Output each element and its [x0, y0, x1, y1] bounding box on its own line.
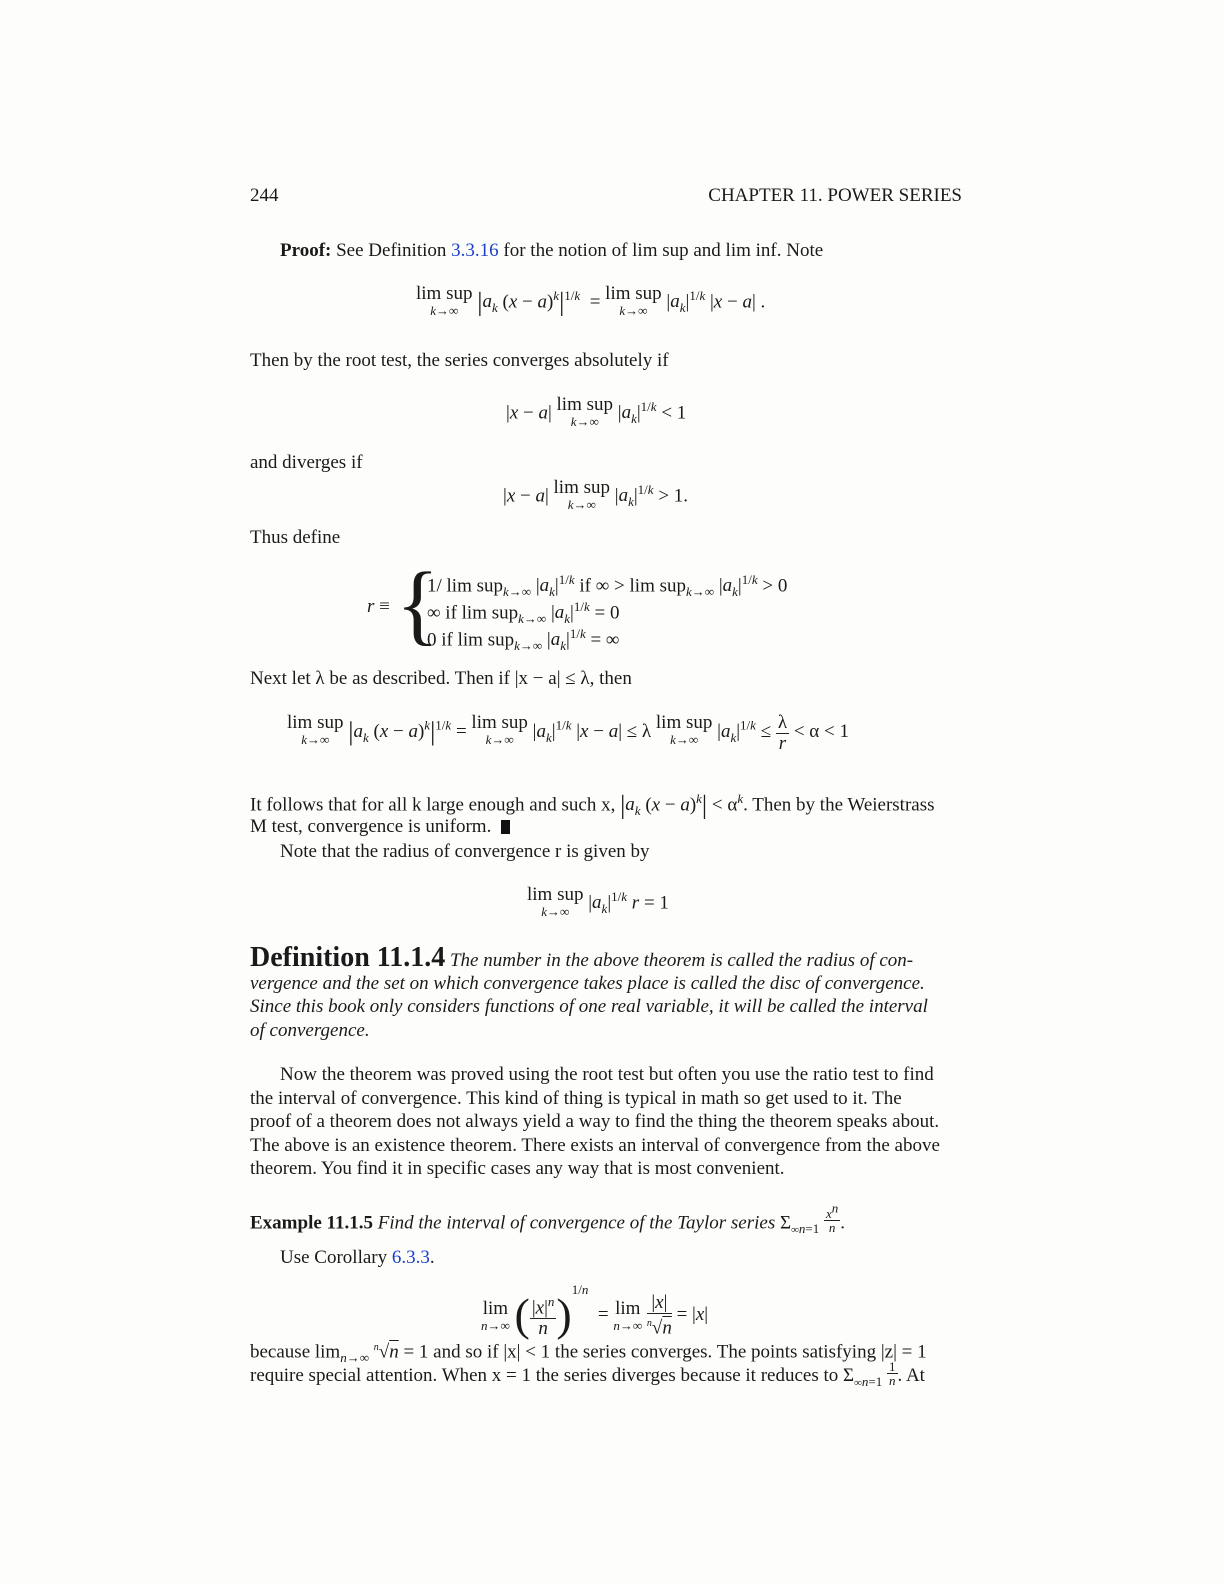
r-equiv: r ≡: [367, 596, 390, 617]
running-header: [250, 184, 962, 208]
proof-intro-text-2: for the notion of lim sup and lim inf. Note: [503, 240, 824, 261]
example-title: Example 11.1.5: [250, 1212, 373, 1234]
paragraph-line-5: theorem. You find it in specific cases any way that is most convenient.: [250, 1158, 785, 1179]
definition-line-1: Definition 11.1.4 The number in the above theorem is called the radius of con-: [250, 942, 914, 973]
corollary-link[interactable]: 6.3.3: [391, 1247, 430, 1268]
use-corollary-line: Use Corollary 6.3.3.: [280, 1247, 435, 1268]
page-number: 244: [250, 185, 279, 206]
equation-diverges: |x − a| lim sup k→∞ $|a_k|^{1/k} > 1$.: [503, 477, 689, 512]
paragraph-line-3: proof of a theorem does not always yield a way to find the thing the theorem speaks about.: [250, 1111, 940, 1132]
equation-radius: lim sup k→∞ $|a_k|^{1/k}$ r = 1: [527, 884, 669, 919]
r-case-3: 0 if lim sup$_{k\to\infty}$ $|a_k|^{1/k}$ = ∞: [427, 626, 620, 654]
example-line: Example 11.1.5 Find the interval of convergence of the Taylor series $\Sigma_{\infty n=1}$ $\frac{x^n}{n}$ .: [250, 1201, 846, 1237]
proof-intro: [280, 239, 992, 263]
it-follows-line: It follows that for all k large enough and such x, $|a_k$ $(x - a)^k| < \alpha^k$. Then by the Weierstrass: [250, 790, 935, 820]
r-case-1: 1/ lim sup$_{k\to\infty}$ $|a_k|^{1/k}$ if ∞ > lim sup$_{k\to\infty}$ $|a_k|^{1/k} > 0$: [427, 572, 788, 600]
definition-title: Definition 11.1.4: [250, 942, 446, 973]
r-case-2: ∞ if lim sup$_{k\to\infty}$ $|a_k|^{1/k} = 0$: [427, 599, 620, 627]
definition-line-2: vergence and the set on which convergence takes place is called the disc of convergence.: [250, 973, 925, 994]
left-brace: {: [396, 555, 440, 654]
equation-nth-root: lim n→∞ ( $\frac{|x|^n}{n}$ )$^{1/n}$ = lim n→∞ $\frac{|x|}{^n√n}$ = |x|: [481, 1282, 709, 1340]
definition-line-4: of convergence.: [250, 1020, 370, 1041]
proof-label: Proof:: [280, 240, 332, 261]
m-test-line: M test, convergence is uniform.: [250, 815, 962, 839]
paragraph-line-2: the interval of convergence. This kind of thing is typical in math so get used to it. The: [250, 1088, 902, 1109]
root-test-text: Then by the root test, the series converges absolutely if: [250, 350, 669, 371]
equation-converges: |x − a| lim sup k→∞ $|a_k|^{1/k} < 1$: [506, 394, 687, 429]
because-line: because $\lim_{n\to\infty} ^n√n = 1$ and so if |x| < 1 the series converges. The points satisfying |z| = 1: [250, 1341, 927, 1366]
qed-box: [501, 820, 510, 834]
definition-link[interactable]: 3.3.16: [451, 240, 499, 261]
paragraph-line-1: Now the theorem was proved using the root test but often you use the ratio test to find: [280, 1064, 934, 1085]
paragraph-line-4: The above is an existence theorem. There exists an interval of convergence from the above: [250, 1135, 940, 1156]
equation-uniform-bound: lim sup k→∞ $|a_k$ $(x - a)^k|^{1/k} = \lim$ sup k→∞ $|a_k|^{1/k}$ |x − a| ≤ λ lim sup k→∞ $|a_k|^{1/k}$ ≤ $\frac{\lambda}{r}$ < α < 1: [287, 712, 849, 754]
definition-line-3: Since this book only considers functions of one real variable, it will be called the interval: [250, 996, 928, 1017]
proof-intro-text: See Definition: [336, 240, 447, 261]
require-line: require special attention. When x = 1 the series diverges because it reduces to $\Sigma_{\infty n=1}$ $\frac{1}{n}$ . At: [250, 1359, 925, 1389]
diverges-text: and diverges if: [250, 452, 363, 473]
equation-limsup-identity: lim sup k→∞ $|a_k$ $(x - a)^k|^{1/k} = \lim$ sup k→∞ $|a_k|^{1/k}$ |x − a| .: [416, 283, 766, 318]
note-radius-text: Note that the radius of convergence r is given by: [280, 841, 650, 862]
chapter-title: CHAPTER 11. POWER SERIES: [708, 185, 962, 206]
thus-define-text: Thus define: [250, 527, 341, 548]
next-let-text: Next let λ be as described. Then if |x − a| ≤ λ, then: [250, 668, 632, 689]
